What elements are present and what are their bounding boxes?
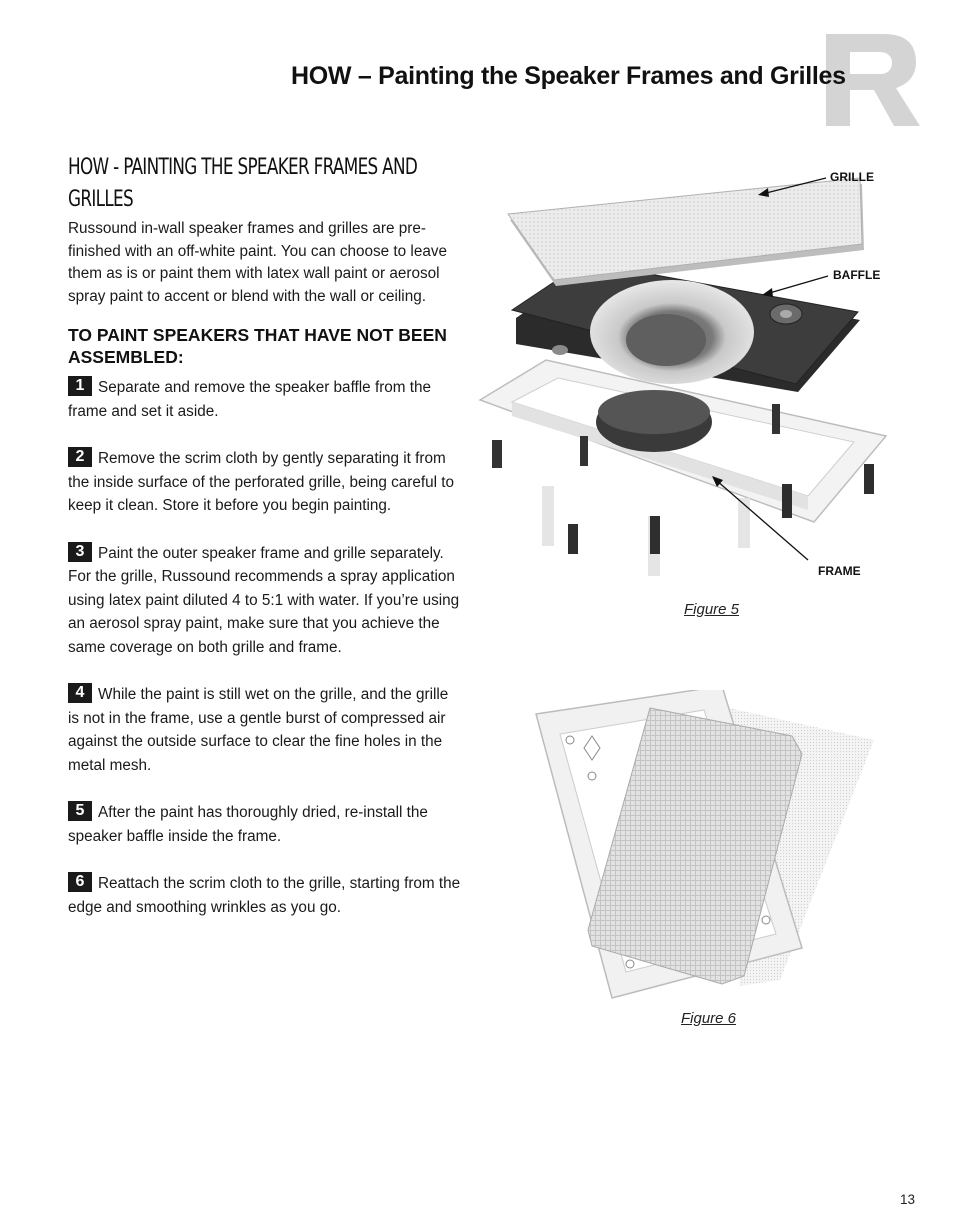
step-number-badge: 1 xyxy=(68,376,92,396)
page-number: 13 xyxy=(900,1192,916,1207)
step-text: Paint the outer speaker frame and grille separately. For the grille, Russound recommends a spray application using latex paint diluted 4 to 5:1 with water. If you’re using an aerosol spray paint, make sure that you achieve the same coverage on both grille and frame. xyxy=(68,544,460,656)
frame-label: FRAME xyxy=(818,564,861,578)
step-text: After the paint has thoroughly dried, re-install the speaker baffle inside the frame. xyxy=(68,804,428,845)
step-5 xyxy=(68,801,463,848)
step-number-badge: 2 xyxy=(68,447,92,467)
figure-6-caption: Figure 6 xyxy=(681,1010,737,1027)
baffle-label: BAFFLE xyxy=(833,268,881,282)
frame-part xyxy=(480,360,886,576)
step-number-badge: 3 xyxy=(68,542,92,562)
instructions-column xyxy=(68,152,463,919)
grille-label: GRILLE xyxy=(830,170,874,184)
step-text: Separate and remove the speaker baffle from the frame and set it aside. xyxy=(68,379,432,420)
step-4 xyxy=(68,683,463,777)
step-number-badge: 6 xyxy=(68,872,92,892)
step-2 xyxy=(68,447,463,518)
figure-6-frame-grille-scrim xyxy=(530,690,880,1010)
figure-5-caption: Figure 5 xyxy=(684,601,740,618)
step-number-badge: 4 xyxy=(68,683,92,703)
step-text: While the paint is still wet on the grille, and the grille is not in the frame, use a gentle burst of compressed air against the outside surface to clear the fine holes in the metal mesh. xyxy=(68,686,449,774)
step-text: Remove the scrim cloth by gently separating it from the inside surface of the perforated grille, being careful to keep it clean. Store it before you begin painting. xyxy=(68,450,455,514)
subheading: TO PAINT SPEAKERS THAT HAVE NOT BEEN ASSEMBLED: xyxy=(68,325,447,367)
step-1 xyxy=(68,376,463,423)
step-number-badge: 5 xyxy=(68,801,92,821)
section-title: HOW - PAINTING THE SPEAKER FRAMES AND GRILLES xyxy=(68,155,418,212)
page-title: HOW – Painting the Speaker Frames and Grilles xyxy=(291,62,846,90)
figure-5-exploded-speaker xyxy=(476,160,896,590)
step-6 xyxy=(68,872,463,919)
step-text: Reattach the scrim cloth to the grille, starting from the edge and smoothing wrinkles as you go. xyxy=(68,875,461,916)
step-3 xyxy=(68,542,463,660)
intro-paragraph: Russound in-wall speaker frames and grilles are pre-finished with an off-white paint. You can choose to leave them as is or paint them with latex wall paint or aerosol spray paint to accent or blend with the wall or ceiling. xyxy=(68,220,448,305)
grille-part xyxy=(508,178,864,286)
